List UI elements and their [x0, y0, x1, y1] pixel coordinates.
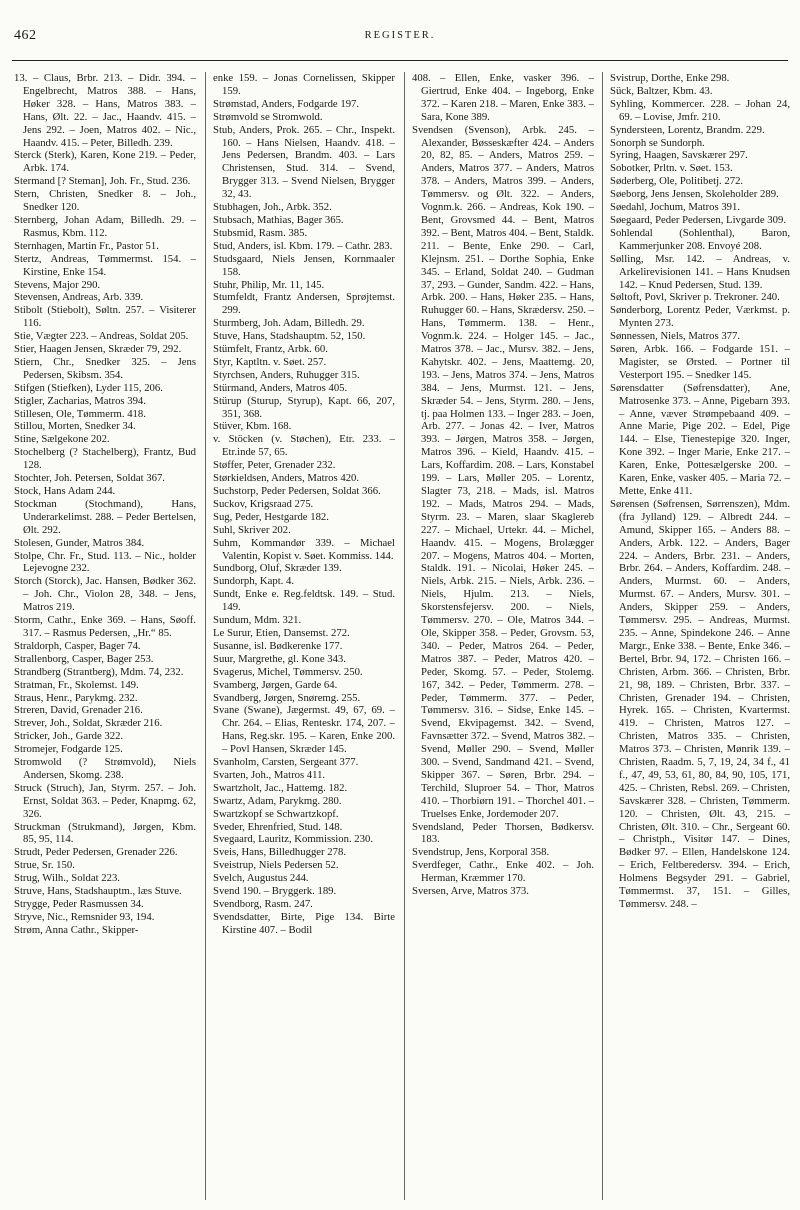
index-entry: Suhl, Skriver 202. [213, 523, 291, 536]
index-entry: Stüver, Kbm. 168. [213, 420, 292, 433]
index-entry: Stifgen (Stiefken), Lyder 115, 206. [14, 381, 163, 394]
index-entry: Swartzkopf se Schwartzkopf. [213, 807, 339, 820]
index-entry: Størkieldsen, Anders, Matros 420. [213, 472, 360, 485]
index-entry: Stürup (Sturup, Styrup), Kapt. 66, 207, 351, 368. [213, 394, 395, 420]
index-entry: Stie, Vægter 223. – Andreas, Soldat 205. [14, 330, 189, 343]
index-entry: Sørensen (Søfrensen, Sørrenszen), Mdm. (fra Jylland) 129. – Albredt 244. – Amund, Skipper 165. – Anders 88. – Anders, Arbk. 122. – Anders, Bager 224. – Anders, Brbr. 231. – Anders, Brbr. 264. – Anders, Koffardim. 248. – Anders, Murmst. 60. – Anders, Murmst. 67. – Anders, Mursv. 301. – Anders, Skipper 259. – Anders, Tømmersv. 295. – Andreas, Murmst. 235. – Anne, Spindekone 246. – Anne Margr., Enke 338. – Bente, Enke 346. – Bertel, Brbr. 94, 172. – Christen 166. – Christen, Arbm. 366. – Christen, Brbr. 21, 98, 189. – Christen, Brbr. 337. – Christen, Grenader 194. – Christen, Hyrek. 165. – Christen, Kvartermst. 419. – Christen, Matros 127. – Christen, Matros 335. – Christen, Matros 373. – Christen, Mønrik 139. – Christen, Raadm. 5, 7, 19, 24, 34 f., 41 f., 47, 49, 53, 61, 80, 84, 90, 105, 171, 425. – Christen, Rebsl. 269. – Christen, Savskærer 328. – Christen, Tømmerm. 120. – Christen, Ølt. 43, 215. – Christen, Ølt. 310. – Chr., Sergeant 60. – Christph., Visitør 147. – Dines, Bødker 97. – Ellen, Handelskone 124. – Erich, Feltberedersv. 394. – Erich, Holmens Begsyder 291. – Gabriel, Tømmermst. 37, 151. – Gilles, Tømmersv. 248. – [610, 497, 790, 910]
index-entry: Sveis, Hans, Billedhugger 278. [213, 846, 346, 859]
index-entry: Sverdfeger, Cathr., Enke 402. – Joh. Herman, Kræmmer 170. [412, 859, 594, 885]
index-entry: Svendsland, Peder Thorsen, Bødkersv. 183. [412, 820, 594, 846]
index-entry: Svane (Swane), Jægermst. 49, 67, 69. – Chr. 264. – Elias, Renteskr. 174, 207. – Hans, Reg.skr. 195. – Karen, Enke 200. – Povl Hansen, Skræder 145. [213, 704, 395, 756]
index-entry: Sück, Baltzer, Kbm. 43. [610, 84, 713, 97]
index-entry: Svandberg, Jørgen, Snøremg. 255. [213, 691, 361, 704]
page-title: REGISTER. [364, 30, 436, 41]
index-entry: Stine, Sælgekone 202. [14, 433, 110, 446]
index-entry: Swartzholt, Jac., Hattemg. 182. [213, 781, 348, 794]
index-entry: Studsgaard, Niels Jensen, Kornmaaler 158. [213, 252, 395, 278]
index-entry: Stock, Hans Adam 244. [14, 485, 116, 497]
index-entry: Sundorph, Kapt. 4. [213, 575, 295, 588]
index-entry: Sørensdatter (Søfrensdatter), Ane, Matrosenke 373. – Anne, Pigebarn 393. – Anne, væver Strømpebaand 409. – Anne Marie, Pige 202. – Edel, Pige 144. – Else, Tienestepige 320. Inger, Kone 392. – Inger Marie, Enke 217. – Karen, Enke, Pottesælgerske 200. – Karen, Enke, vasker 405. – Maria 72. – Mette, Enke 411. [610, 381, 790, 497]
index-entry: Stubsach, Mathias, Bager 365. [213, 213, 344, 226]
index-entry: Støffer, Peter, Grenader 232. [213, 459, 336, 472]
index-entry: Strudt, Peder Pedersen, Grenader 226. [14, 846, 178, 859]
index-entry: Stub, Anders, Prok. 265. – Chr., Inspekt. 160. – Hans Nielsen, Haandv. 418. – Jens Pedersen, Brandm. 403. – Lars Christensen, Stud. 314. – Svend, Brygger 313. – Svend Nielsen, Brygger 32, 43. [213, 123, 395, 201]
index-entry: Struckman (Strukmand), Jørgen, Kbm. 85, 95, 114. [14, 820, 196, 846]
index-entry: Sobotker, Prltn. v. Søet. 153. [610, 162, 733, 175]
page-header [12, 28, 788, 48]
index-entry: Strøm, Anna Cathr., Skipper- [14, 923, 139, 936]
index-entry: Storch (Storck), Jac. Hansen, Bødker 362. – Joh. Chr., Violon 28, 348. – Jens, Matros 219. [14, 575, 196, 614]
index-entry: Søltoft, Povl, Skriver p. Trekroner. 240. [610, 291, 780, 304]
index-entry: Syhling, Kommercer. 228. – Johan 24, 69. – Lovise, Jmfr. 210. [610, 97, 790, 123]
index-entry: Stier, Haagen Jensen, Skræder 79, 292. [14, 343, 182, 356]
index-entry: Stuhr, Philip, Mr. 11, 145. [213, 278, 325, 291]
index-entry: Stolpe, Chr. Fr., Stud. 113. – Nic., holder Lejevogne 232. [14, 549, 196, 575]
index-entry: Suhm, Kommandør 339. – Michael Valentin, Kopist v. Søet. Kommiss. 144. [213, 536, 395, 562]
index-entry: Stillou, Morten, Snedker 34. [14, 420, 136, 433]
index-entry: Suckov, Krigsraad 275. [213, 497, 314, 510]
index-entry: Sønnessen, Niels, Matros 377. [610, 330, 741, 343]
page-number: 462 [14, 28, 37, 43]
index-entry: Stubhagen, Joh., Arbk. 352. [213, 201, 332, 214]
index-entry: Sterck (Sterk), Karen, Kone 219. – Peder, Arbk. 174. [14, 149, 196, 175]
index-entry: Le Surur, Etien, Dansemst. 272. [213, 626, 350, 639]
index-entry: Strug, Wilh., Soldat 223. [14, 872, 120, 885]
index-entry: Sønderborg, Lorentz Peder, Værkmst. p. Mynten 273. [610, 304, 790, 330]
index-entry: Sundt, Enke e. Reg.feldtsk. 149. – Stud. 149. [213, 588, 395, 614]
index-entry: Stud, Anders, isl. Kbm. 179. – Cathr. 283. [213, 239, 393, 252]
index-entry: v. Stöcken (v. Støchen), Etr. 233. – Etr.inde 57, 65. [213, 433, 395, 459]
index-entry: Streren, David, Grenader 216. [14, 704, 143, 717]
index-entry: Sohlendal (Sohlenthal), Baron, Kammerjunker 208. Envoyé 208. [610, 226, 790, 252]
index-entry: Stolesen, Gunder, Matros 384. [14, 536, 145, 549]
index-entry: Sternhagen, Martin Fr., Pastor 51. [14, 239, 159, 252]
index-entry: Straldorph, Casper, Bager 74. [14, 639, 141, 652]
index-entry: Syring, Haagen, Savskærer 297. [610, 149, 748, 162]
index-entry: Strever, Joh., Soldat, Skræder 216. [14, 717, 163, 730]
index-entry: Sveder, Ehrenfried, Stud. 148. [213, 820, 343, 833]
index-entry: Søderberg, Ole, Politibetj. 272. [610, 175, 744, 188]
index-entry: 13. – Claus, Brbr. 213. – Didr. 394. – Engelbrecht, Matros 388. – Hans, Høker 328. – Hans, Matros 383. – Hans, Ølt. 22. – Jac., Haandv. 415. – Jens 292. – Joen, Matros 402. – Nic., Haandv. 415. – Peter, Billedh. 239. [14, 72, 196, 149]
index-entry: Svendsen (Svenson), Arbk. 245. – Alexander, Bøsseskæfter 424. – Anders 20, 82, 85. – Anders, Matros 259. – Anders, Matros 377. – Anders, Matros 378. – Anders, Matros 399. – Anders, Tømmersv. og Ølt. 322. – Anders, Vognm.k. 266. – Andreas, Kok 190. – Bent, Grovsmed 44. – Bent, Matros 392. – Bent, Matros 404. – Bent, Staldk. 211. – Bente, Enke 290. – Carl, Klejnsm. 251. – Dorthe Sophia, Enke 345. – Erland, Soldat 240. – Gudman 37, 293. – Gunder, Sandm. 422. – Hans, Arbk. 200. – Hans, Høker 235. – Hans, Ruhugger 60. – Hans, Skrædersv. 250. – Hans, Tømmerm. 138. – Henr., Vognm.k. 224. – Holger 145. – Jac., Matros 378. – Jac., Mursv. 382. – Jens, Kahytskr. 402. – Jens, Maattemg. 20, 193. – Jens, Matros 374. – Jens, Matros 384. – Jens, Murmst. 121. – Jens, Skræder 54. – Jens, Styrm. 280. – Jens, tj. paa Holmen 133. – Inger 283. – Joen, Arb. 277. – Jonas 42. – Iver, Matros 393. – Jørgen, Matros 358. – Jørgen, Matros 396. – Kield, Haandv. 415. – Lars, Koffardim. 208. – Lars, Konstabel 199. – Lars, Møller 205. – Lorentz, Slagter 73, 218. – Mads, isl. Matros 192. – Mads, Matros 294. – Mads, Styrm. 23. – Maren, slaar Skaglereb 227. – Michael, Urtekr. 44. – Michel, Haandv. 415. – Mogens, Brolægger 207. – Mogens, Matros 404. – Morten, Staldk. 191. – Nicolai, Høker 245. – Niels, Arbk. 215. – Niels, Arbk. 236. – Niels, Hjulm. 213. – Niels, Skorstensfejersv. 200. – Niels, Tømmersv. 270. – Ole, Matros 344. – Ole, Skipper 358. – Peder, Grovsm. 53, 340. – Peder, Matros 264. – Peder, Matros 387. – Peder, Matros 420. – Peder, Skomg. 57. – Peder, Stolemg. 167, 342. – Peder, Tømmerm. 278. – Peder, Tømmerm. 377. – Peder, Tømmersv. 316. – Sidse, Enke 145. – Svend, Ekvipagemst. 342. – Svend, Favnsætter 372. – Svend, Matros 382. – Svend, Møller 290. – Svend, Møller 300. – Svend, Sandmand 421. – Svend, Skipper 367. – Søren, Brbr. 294. – Terchild, Sluproer 54. – Thor, Matros 410. – Thorbiørn 191. – Thorchel 401. – Truelses Enke, Jordemoder 207. [412, 123, 594, 820]
index-entry: Stigler, Zacharias, Matros 394. [14, 394, 146, 407]
index-entry: Sversen, Arve, Matros 373. [412, 885, 529, 898]
index-entry: enke 159. – Jonas Cornelissen, Skipper 159. [213, 72, 395, 97]
index-entry: Stillesen, Ole, Tømmerm. 418. [14, 407, 146, 420]
index-entry: Stibolt (Stiebolt), Søltn. 257. – Visiterer 116. [14, 304, 196, 330]
index-entry: Stratman, Fr., Skolemst. 149. [14, 678, 139, 691]
index-entry: Straus, Henr., Parykmg. 232. [14, 691, 138, 704]
index-entry: Stümfelt, Frantz, Arbk. 60. [213, 343, 328, 356]
index-entry: Stromejer, Fodgarde 125. [14, 743, 123, 756]
index-entry: Svelch, Augustus 244. [213, 872, 309, 885]
index-entry: Sug, Peder, Hestgarde 182. [213, 510, 329, 523]
index-entry: Strømvold se Stromwold. [213, 110, 323, 123]
index-entry: Swartz, Adam, Parykmg. 280. [213, 794, 342, 807]
index-entry: Stubsmid, Rasm. 385. [213, 226, 308, 239]
index-entry: Suchstorp, Peder Pedersen, Soldat 366. [213, 485, 381, 497]
index-entry: Svanholm, Carsten, Sergeant 377. [213, 756, 359, 769]
index-entry: Stürmand, Anders, Matros 405. [213, 381, 348, 394]
index-entry: Struve, Hans, Stadshauptm., læs Stuve. [14, 885, 182, 898]
index-entry: Svendstrup, Jens, Korporal 358. [412, 846, 550, 859]
index-entry: Stochter, Joh. Petersen, Soldat 367. [14, 472, 165, 485]
index-entry: Svendborg, Rasm. 247. [213, 898, 313, 910]
index-entry: Svagerus, Michel, Tømmersv. 250. [213, 665, 363, 678]
index-entry: Strygge, Peder Rasmussen 34. [14, 898, 144, 910]
index-entry: Stern, Christen, Snedker 8. – Joh., Snedker 120. [14, 188, 196, 214]
index-entry: Stevens, Major 290. [14, 278, 101, 291]
index-entry: Sternberg, Johan Adam, Billedh. 29. – Rasmus, Kbm. 112. [14, 213, 196, 239]
index-entry: Søegaard, Peder Pedersen, Livgarde 309. [610, 213, 786, 226]
column-divider [205, 72, 206, 1200]
index-entry: Strallenborg, Casper, Bager 253. [14, 652, 154, 665]
index-entry: Søedahl, Jochum, Matros 391. [610, 201, 741, 214]
index-entry: Struck (Struch), Jan, Styrm. 257. – Joh. Ernst, Soldat 363. – Peder, Knapmg. 62, 326. [14, 781, 196, 820]
index-entry: Svistrup, Dorthe, Enke 298. [610, 72, 730, 84]
index-entry: Suur, Margrethe, gl. Kone 343. [213, 652, 346, 665]
index-entry: Storm, Cathr., Enke 369. – Hans, Søoff. 317. – Rasmus Pedersen, „Hr.“ 85. [14, 614, 196, 639]
index-entry: Styr, Kaptltn. v. Søet. 257. [213, 355, 327, 368]
index-entry: Strømstad, Anders, Fodgarde 197. [213, 97, 360, 110]
index-entry: Svendsdatter, Birte, Pige 134. Birte Kirstine 407. – Bodil [213, 910, 395, 936]
index-entry: Stromwold (? Strømvold), Niels Andersen, Skomg. 238. [14, 756, 196, 781]
index-entry: Stiern, Chr., Snedker 325. – Jens Pedersen, Skibsm. 354. [14, 355, 196, 381]
index-column-2 [213, 72, 395, 1200]
index-entry: Stryve, Nic., Remsnider 93, 194. [14, 910, 155, 923]
index-entry: Strandberg (Strantberg), Mdm. 74, 232. [14, 665, 184, 678]
index-entry: Stertz, Andreas, Tømmermst. 154. – Kirstine, Enke 154. [14, 252, 196, 278]
index-entry: Sturmberg, Joh. Adam, Billedh. 29. [213, 317, 365, 330]
index-entry: Stuve, Hans, Stadshauptm. 52, 150. [213, 330, 366, 343]
index-entry: Svegaard, Lauritz, Kommission. 230. [213, 833, 373, 846]
header-rule [12, 60, 788, 61]
index-entry: Stumfeldt, Frantz Andersen, Sprøjtemst. 299. [213, 291, 395, 317]
index-entry: Søren, Arbk. 166. – Fodgarde 151. – Magister, se Ørsted. – Portner til Vesterport 195. – Snedker 145. [610, 343, 790, 381]
index-column-4 [610, 72, 790, 1200]
column-divider [404, 72, 405, 1200]
index-entry: Svend 190. – Bryggerk. 189. [213, 885, 337, 898]
index-entry: Stermand [? Steman], Joh. Fr., Stud. 236. [14, 175, 191, 188]
index-entry: Sundum, Mdm. 321. [213, 614, 302, 627]
index-entry: Sølling, Msr. 142. – Andreas, v. Arkelirevisionen 141. – Hans Knudsen 142. – Knud Pedersen, Stud. 139. [610, 252, 790, 291]
index-entry: Svarten, Joh., Matros 411. [213, 768, 326, 781]
index-entry: Sonorph se Sundorph. [610, 136, 705, 149]
index-entry: Stricker, Joh., Garde 322. [14, 730, 124, 743]
index-entry: Stockman (Stochmand), Hans, Underarkelimst. 288. – Peder Bertelsen, Ølt. 292. [14, 497, 196, 536]
index-entry: Sveistrup, Niels Pedersen 52. [213, 859, 339, 872]
index-entry: Sundborg, Oluf, Skræder 139. [213, 562, 342, 575]
index-column-1 [14, 72, 196, 1200]
index-column-3 [412, 72, 594, 1200]
index-entry: Strue, Sr. 150. [14, 859, 75, 872]
index-entry: Syndersteen, Lorentz, Brandm. 229. [610, 123, 765, 136]
index-entry: Søeborg, Jens Jensen, Skoleholder 289. [610, 188, 779, 201]
index-entry: 408. – Ellen, Enke, vasker 396. – Giertrud, Enke 404. – Ingeborg, Enke 372. – Karen 218. – Maren, Enke 383. – Sara, Kone 389. [412, 72, 594, 123]
index-entry: Stochelberg (? Stachelberg), Frantz, Bud 128. [14, 446, 196, 472]
column-divider [602, 72, 603, 1200]
index-entry: Stevensen, Andreas, Arb. 339. [14, 291, 144, 304]
index-entry: Susanne, isl. Bødkerenke 177. [213, 639, 343, 652]
index-entry: Styrchsen, Anders, Ruhugger 315. [213, 368, 360, 381]
index-entry: Svamberg, Jørgen, Garde 64. [213, 678, 338, 691]
